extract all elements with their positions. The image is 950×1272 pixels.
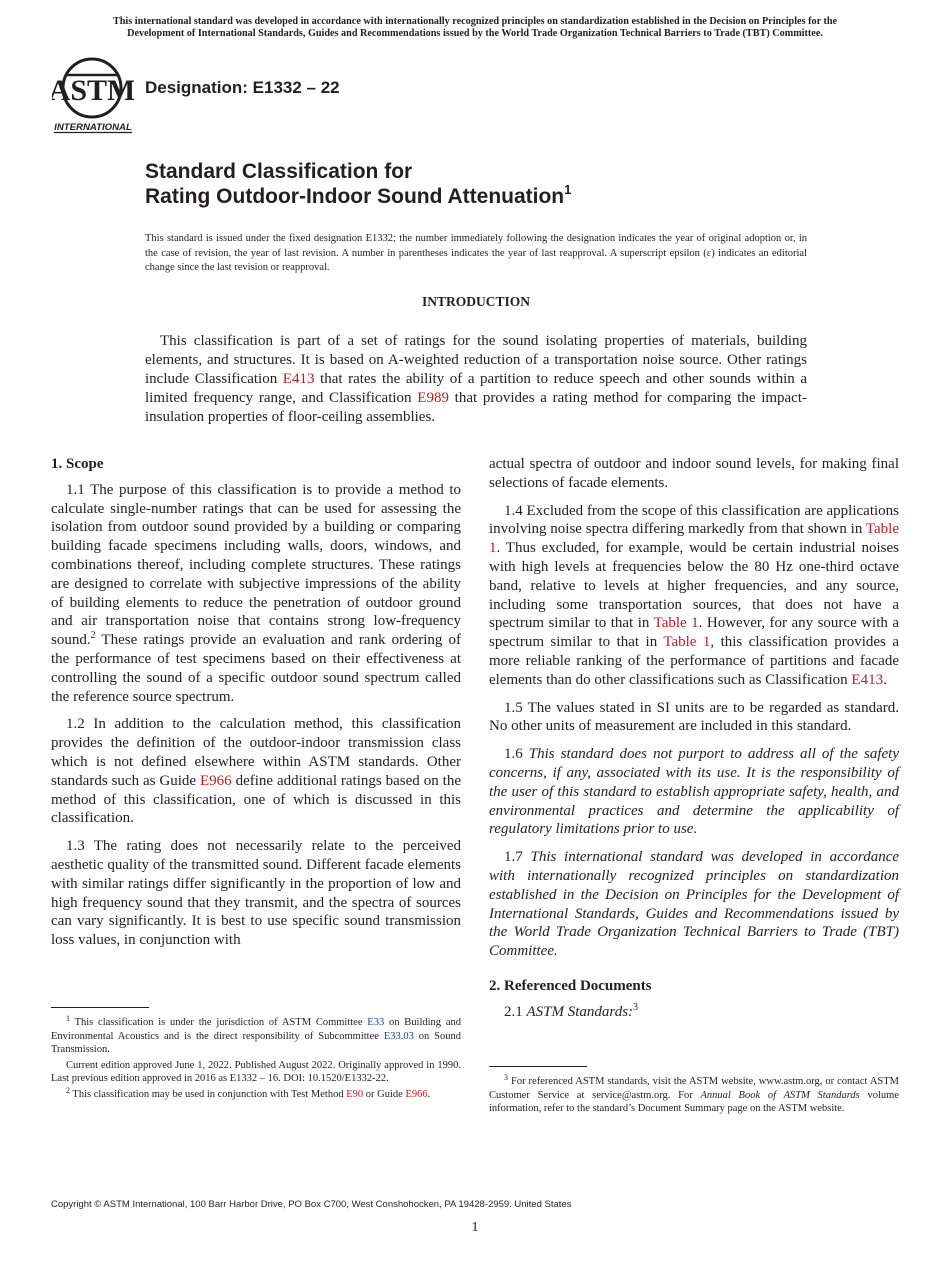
section-2-heading: 2. Referenced Documents xyxy=(489,977,652,994)
title-line2 xyxy=(145,184,571,209)
link-e966[interactable]: E966 xyxy=(405,1088,428,1100)
footnote-text: on Sound Transmission. xyxy=(51,1030,462,1055)
footnote-mark: 3 xyxy=(504,1073,508,1082)
intro-text: that rates the ability of a partition to reduce speech and other sounds within a limited frequency range, and Classification xyxy=(145,371,808,406)
issued-statement: This standard is issued under the fixed designation E1332; the number immediately following the designation indicates the year of original adoption or, in the case of revision, the year of last revision. A number in parentheses indicates the year of last reapproval. A superscript epsilon (ε) indicates an editorial change since the last revision or reapproval. xyxy=(145,233,807,273)
tbt-notice-line1: This international standard was developed in accordance with internationally recognized principles on standardization established in the Decision on Principles for the xyxy=(112,16,838,27)
para-text: This international standard was developed in accordance with internationally recognized principles on standardization established in the Decision on Principles for the Development of International Standards, Guides and Recommendations issued by the World Trade Organization Technical Barriers to Trade (TBT) Committee. xyxy=(489,849,900,960)
tbt-notice xyxy=(40,16,910,40)
link-e33[interactable]: E33 xyxy=(367,1017,385,1028)
footnote-divider-left xyxy=(51,1007,149,1008)
astm-logo-graphic xyxy=(52,56,134,134)
para-1-4 xyxy=(489,502,899,690)
link-table-1[interactable]: Table 1 xyxy=(653,615,699,632)
current-edition-note: Current edition approved June 1, 2022. Published August 2022. Originally approved in 1990. Last previous edition approved in 2016 as E1332 – 16. DOI: 10.1520/E1332-22. xyxy=(51,1059,461,1084)
para-number: 1.6 xyxy=(504,746,529,763)
footnote-text: This classification may be used in conjunction with Test Method xyxy=(70,1088,347,1100)
link-e966[interactable]: E966 xyxy=(200,772,232,789)
footnotes-right xyxy=(489,1075,899,1118)
footnotes-left xyxy=(51,1016,461,1103)
footnote-3 xyxy=(489,1075,899,1116)
footnote-text: This classification is under the jurisdiction of ASTM Committee xyxy=(70,1017,368,1028)
link-e413[interactable]: E413 xyxy=(851,671,884,688)
footnote-1 xyxy=(51,1016,461,1057)
para-text: 1.4 Excluded from the scope of this classification are applications involving noise spectra differing markedly from that shown in xyxy=(489,502,899,538)
para-1-5: 1.5 The values stated in SI units are to be regarded as standard. No other units of measurement are included in this standard. xyxy=(489,699,899,735)
para-text: These ratings provide an evaluation and rank ordering of the performance of test specimens based on their effectiveness at controlling the sound of a specific outdoor sound spectrum called the reference source spectrum. xyxy=(51,632,461,705)
section-1-heading: 1. Scope xyxy=(51,456,104,472)
intro-text: that provides a rating method for comparing the impact-insulation properties of floor-ceiling assemblies. xyxy=(145,390,808,425)
tbt-notice-line2: Development of International Standards, Guides and Recommendations issued by the World Trade Organization Technical Barriers to Trade (TBT) Committee. xyxy=(127,28,823,39)
para-text: define additional ratings based on the method of this classification, one of which is discussed in this classification. xyxy=(51,772,461,827)
footnote-text: Annual Book of ASTM Standards xyxy=(700,1089,860,1101)
footnote-text: or Guide xyxy=(363,1088,406,1100)
para-1-2 xyxy=(51,715,461,828)
logo-letters: ASTM xyxy=(52,74,134,107)
footnote-text: volume information, refer to the standard’s Document Summary page on the ASTM website. xyxy=(489,1089,899,1114)
para-1-7 xyxy=(489,848,899,961)
footnote-mark: 2 xyxy=(66,1085,70,1095)
document-title xyxy=(145,159,571,209)
para-2-1 xyxy=(489,1003,899,1022)
para-text: ASTM Standards: xyxy=(526,1003,634,1020)
para-1-6 xyxy=(489,745,899,839)
para-number: 2.1 xyxy=(504,1003,527,1020)
para-number: 1.7 xyxy=(504,849,531,866)
left-column xyxy=(51,455,461,959)
footnote-text: . xyxy=(427,1088,431,1100)
footnote-ref-3[interactable]: 3 xyxy=(633,1001,639,1013)
para-text: . Thus excluded, for example, would be certain industrial noises with high levels at frequencies below the 80 Hz one-third octave band, relative to levels at higher frequencies, and any source, including some transportation sources, that does not have a spectrum similar to that in xyxy=(489,540,899,632)
footnote-2 xyxy=(51,1085,461,1102)
para-text: . xyxy=(883,671,887,688)
footnote-ref-2[interactable]: 2 xyxy=(90,630,96,642)
link-e33-03[interactable]: E33.03 xyxy=(383,1030,414,1042)
link-table-1[interactable]: Table 1 xyxy=(663,634,711,651)
para-1-3-continued: actual spectra of outdoor and indoor sound levels, for making final selections of facade elements. xyxy=(489,456,899,491)
link-e90[interactable]: E90 xyxy=(346,1088,364,1100)
para-text: . However, for any source with a spectrum similar to that in xyxy=(489,615,899,651)
designation: Designation: E1332 – 22 xyxy=(145,78,340,97)
para-text: This standard does not purport to address all of the safety concerns, if any, associated with its use. It is the responsibility of the user of this standard to establish appropriate safety, health, and environmental practices and determine the applicability of regulatory limitations prior to use. xyxy=(489,746,899,838)
footnote-text: on Building and Environmental Acoustics and is the direct responsibility of Subcommittee xyxy=(51,1017,461,1042)
link-table-1[interactable]: Table 1 xyxy=(489,521,899,557)
para-1-1 xyxy=(51,481,461,707)
para-text: 1.2 In addition to the calculation method, this classification provides the definition of the outdoor-indoor transmission class which is not defined elsewhere within ASTM standards. Other standards such as Guide xyxy=(51,716,461,789)
title-footnote-mark[interactable]: 1 xyxy=(564,182,572,197)
footnote-divider-right xyxy=(489,1066,587,1067)
para-1-3: 1.3 The rating does not necessarily relate to the perceived aesthetic quality of the transmitted sound. Different facade elements with similar ratings differ significantly in the proportion of low and high frequency sound that they transmit, and the spectra of sources can vary significantly. It is best to use specific sound transmission loss values, in conjunction with xyxy=(51,838,461,949)
para-text: 1.1 The purpose of this classification is to provide a method to calculate single-number ratings that can be used for assessing the isolation from outdoor sound provided by a building or comparing building facade specimens including walls, doors, windows, and combinations thereof, including complete structures. These ratings are designed to correlate with subjective impressions of the ability of building elements to reduce the penetration of outdoor ground and air transportation noise that contains strong low-frequency sound. xyxy=(51,481,461,649)
introduction-heading: INTRODUCTION xyxy=(421,294,530,309)
logo-word: INTERNATIONAL xyxy=(54,122,132,133)
footnote-mark: 1 xyxy=(66,1014,70,1023)
link-e989[interactable]: E989 xyxy=(417,390,449,406)
para-text: , this classification provides a more reliable ranking of the performance of partitions and facade elements than do other classifications such as Classification xyxy=(489,634,899,688)
footnote-text: For referenced ASTM standards, visit the ASTM website, www.astm.org, or contact ASTM Customer Service at service@astm.org. For xyxy=(489,1076,899,1101)
link-e413[interactable]: E413 xyxy=(282,371,315,387)
introduction-paragraph xyxy=(145,332,807,427)
title-line2-text: Rating Outdoor-Indoor Sound Attenuation xyxy=(145,185,565,208)
copyright-line: Copyright © ASTM International, 100 Barr Harbor Drive, PO Box C700, West Conshohocken, PA 19428-2959. United States xyxy=(51,1199,572,1210)
intro-text: This classification is part of a set of ratings for the sound isolating properties of materials, building elements, and structures. It is based on A-weighted reduction of a transportation noise source. Other ratings include Classification xyxy=(145,333,807,387)
title-line1: Standard Classification for xyxy=(145,160,413,183)
right-column xyxy=(489,455,899,1031)
page-number: 1 xyxy=(471,1220,479,1235)
astm-logo xyxy=(52,56,134,134)
